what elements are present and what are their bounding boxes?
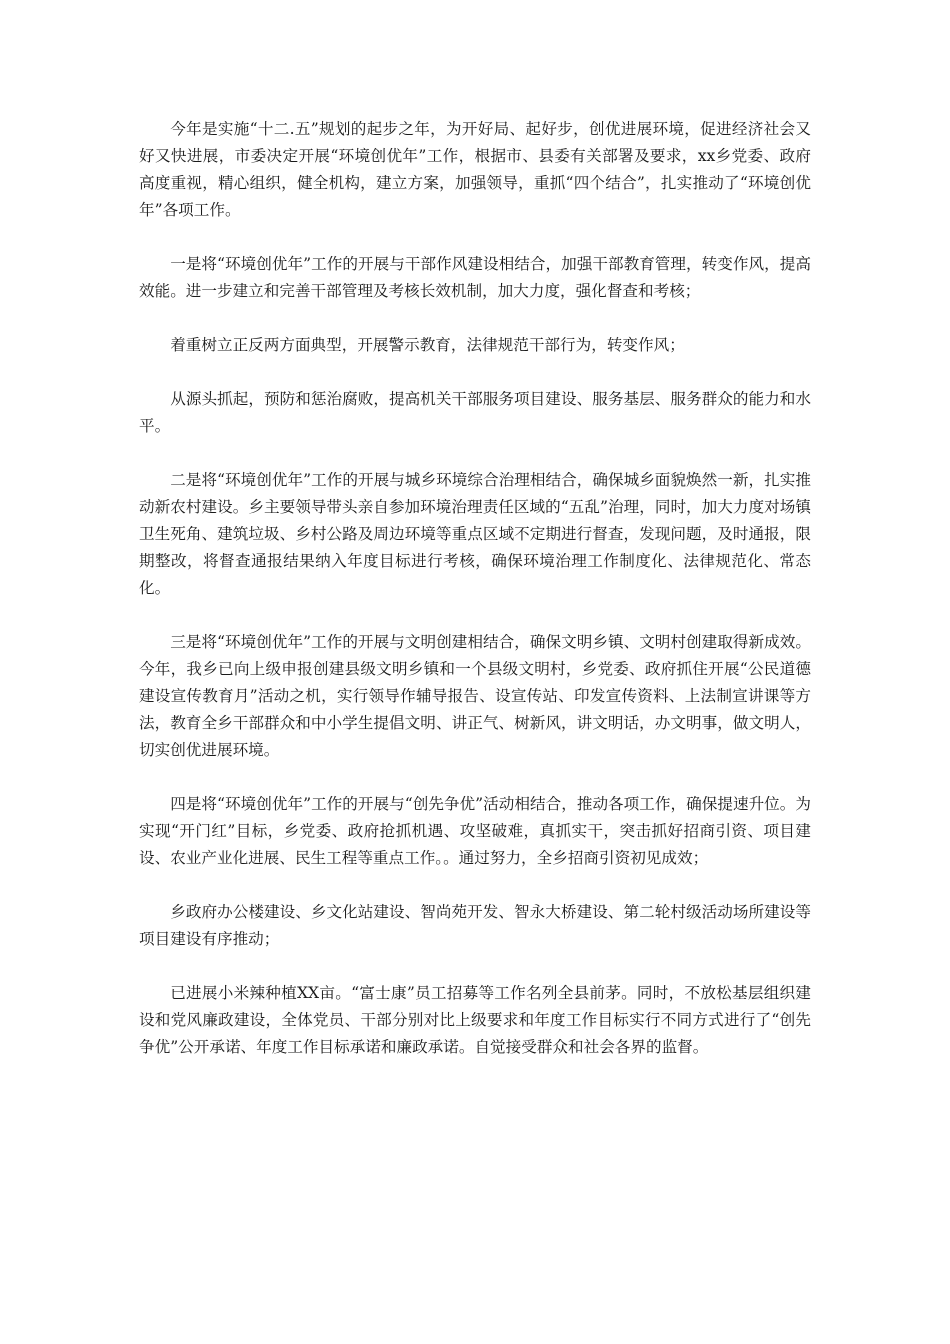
- paragraph-conclusion: 已进展小米辣种植XX亩。“富士康”员工招募等工作名列全县前茅。同时，不放松基层组织建设和党风廉政建设，全体党员、干部分别对比上级要求和年度工作目标实行不同方式进行了“创先争优”公开承诺、年度工作目标承诺和廉政承诺。自觉接受群众和社会各界的监督。: [139, 984, 811, 1056]
- paragraph-projects: 乡政府办公楼建设、乡文化站建设、智尚苑开发、智永大桥建设、第二轮村级活动场所建设等项目建设有序推动；: [139, 903, 811, 948]
- paragraph-intro: 今年是实施“十二.五”规划的起步之年，为开好局、起好步，创优进展环境，促进经济社会又好又快进展，市委决定开展“环境创优年”工作，根据市、县委有关部署及要求，xx乡党委、政府高度重视，精心组织，健全机构，建立方案，加强领导，重抓“四个结合”，扎实推动了“环境创优年”各项工作。: [139, 120, 811, 219]
- paragraph-point-three: 三是将“环境创优年”工作的开展与文明创建相结合，确保文明乡镇、文明村创建取得新成效。今年，我乡已向上级申报创建县级文明乡镇和一个县级文明村，乡党委、政府抓住开展“公民道德建设宣传教育月”活动之机，实行领导作辅导报告、设宣传站、印发宣传资料、上法制宣讲课等方法，教育全乡干部群众和中小学生提倡文明、讲正气、树新风，讲文明话，办文明事，做文明人，切实创优进展环境。: [139, 633, 811, 759]
- paragraph-point-four: 四是将“环境创优年”工作的开展与“创先争优”活动相结合，推动各项工作，确保提速升位。为实现“开门红”目标，乡党委、政府抢抓机遇、攻坚破难，真抓实干，突击抓好招商引资、项目建设、农业产业化进展、民生工程等重点工作。。通过努力，全乡招商引资初见成效；: [139, 795, 811, 867]
- paragraph-point-two: 二是将“环境创优年”工作的开展与城乡环境综合治理相结合，确保城乡面貌焕然一新，扎实推动新农村建设。乡主要领导带头亲自参加环境治理责任区域的“五乱”治理，同时，加大力度对场镇卫生死角、建筑垃圾、乡村公路及周边环境等重点区域不定期进行督查，发现问题，及时通报，限期整改，将督查通报结果纳入年度目标进行考核，确保环境治理工作制度化、法律规范化、常态化。: [139, 471, 811, 597]
- paragraph-typical-examples: 着重树立正反两方面典型，开展警示教育，法律规范干部行为，转变作风；: [170, 336, 685, 354]
- paragraph-point-one: 一是将“环境创优年”工作的开展与干部作风建设相结合，加强干部教育管理，转变作风，提高效能。进一步建立和完善干部管理及考核长效机制，加大力度，强化督查和考核；: [139, 255, 811, 300]
- paragraph-anti-corruption: 从源头抓起，预防和惩治腐败，提高机关干部服务项目建设、服务基层、服务群众的能力和水平。: [139, 390, 811, 435]
- document-body: [139, 116, 811, 1088]
